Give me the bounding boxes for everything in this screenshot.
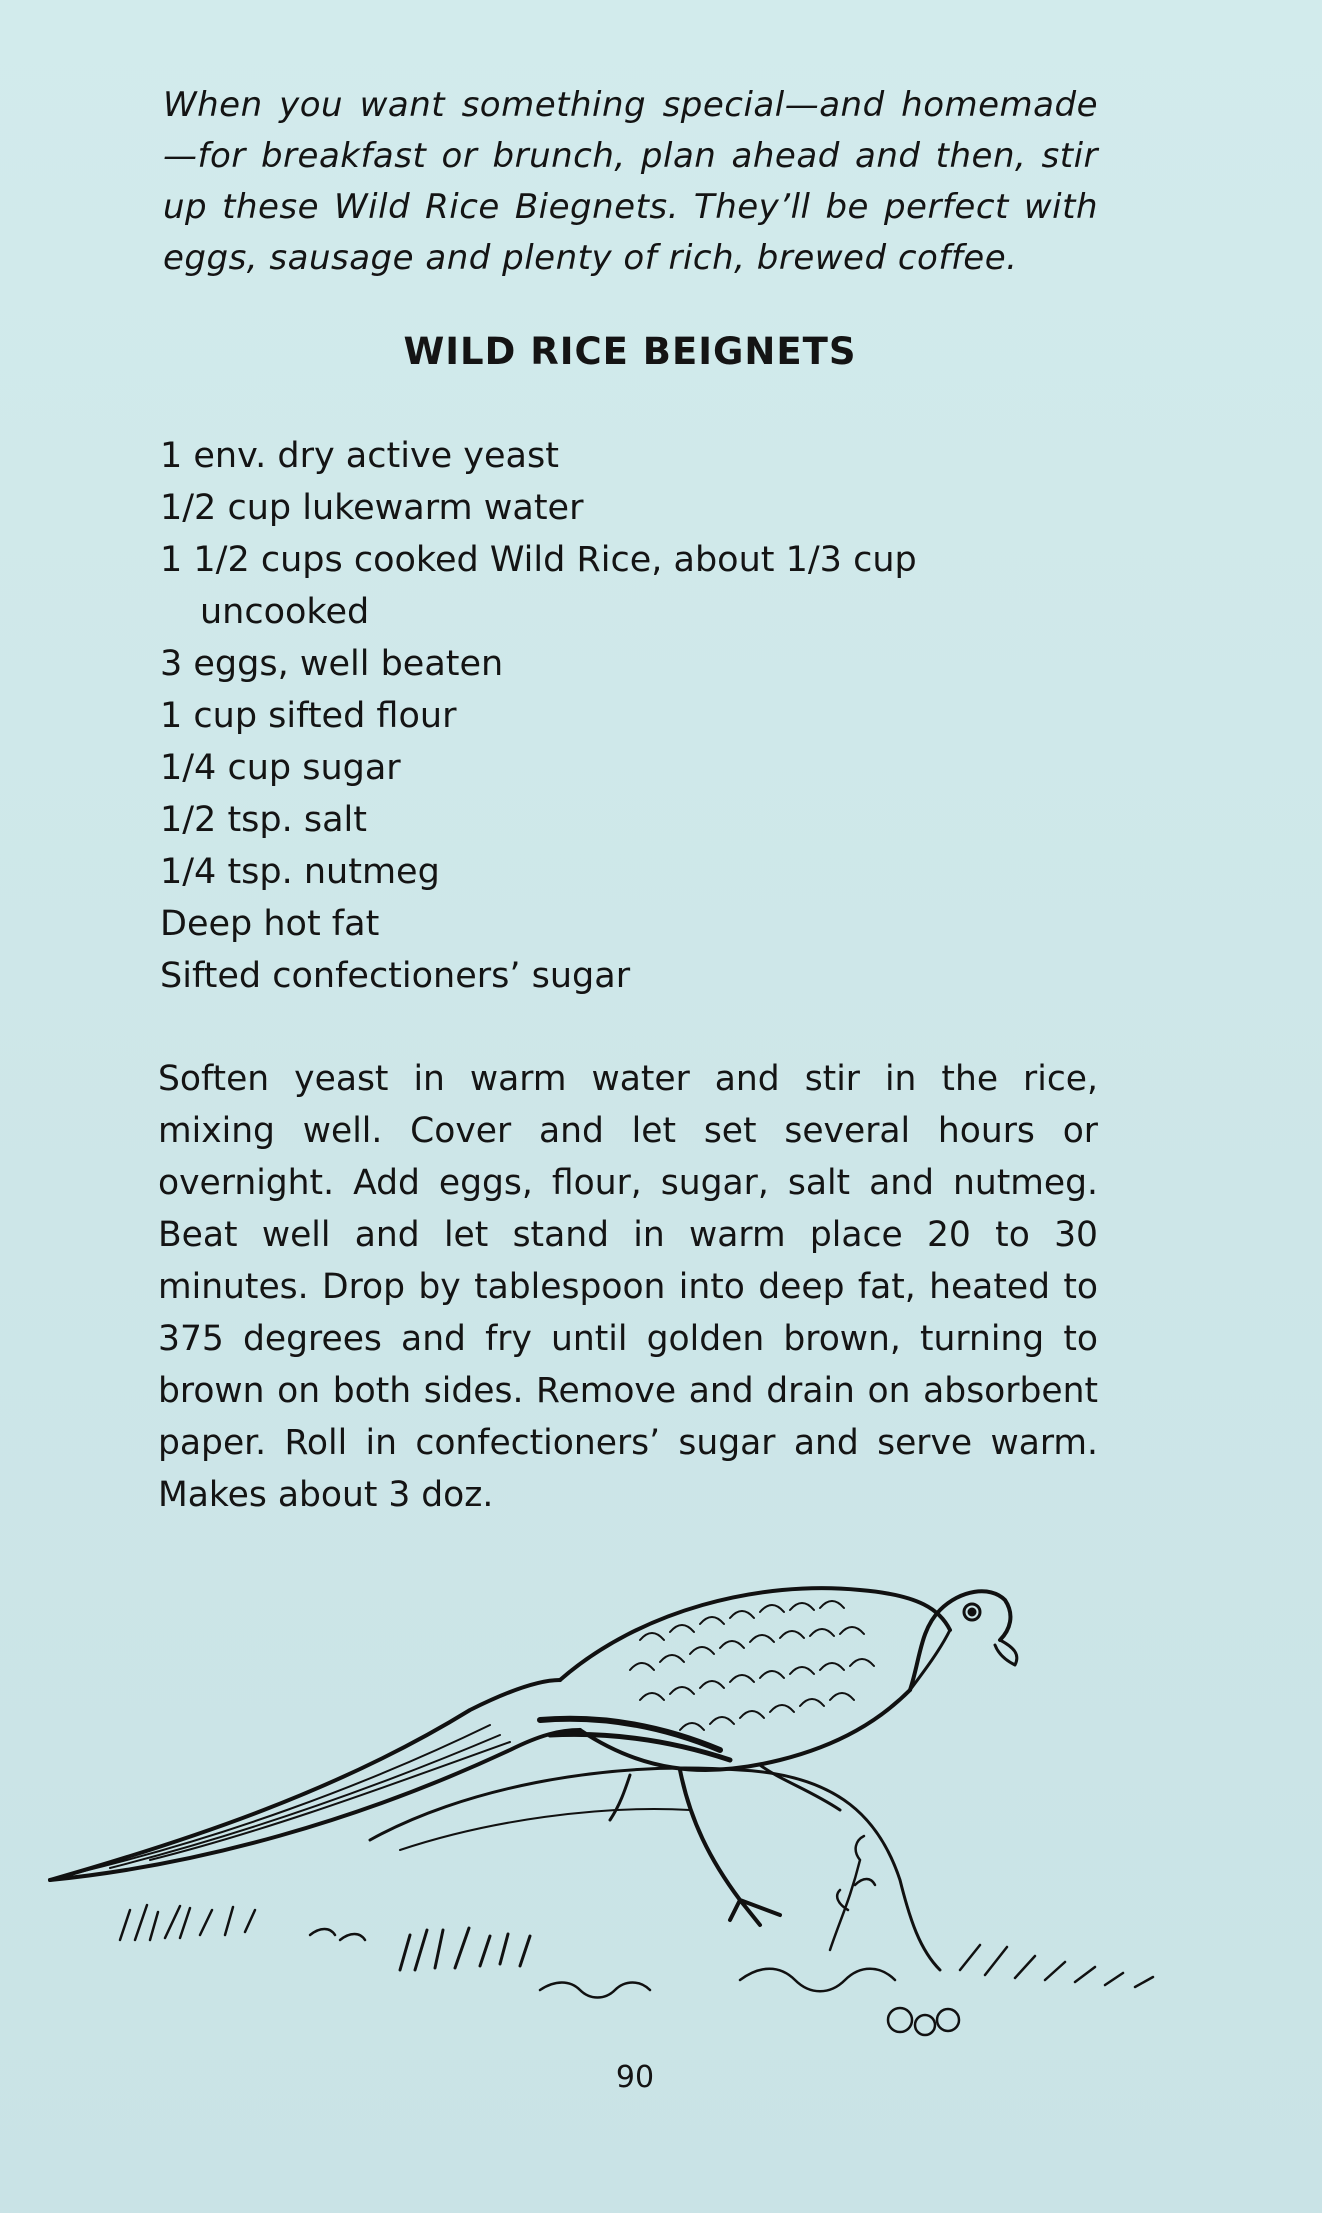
ingredient-item: 3 eggs, well beaten (160, 644, 504, 684)
ingredient-item: 1/4 tsp. nutmeg (160, 852, 440, 892)
pheasant-drawing-icon (40, 1520, 1190, 2040)
page-number: 90 (615, 2060, 655, 2095)
ingredient-item: 1 env. dry active yeast (160, 436, 559, 476)
ingredient-item: 1/2 cup lukewarm water (160, 488, 584, 528)
ingredient-continuation: uncooked (200, 592, 370, 632)
ingredient-item: Sifted confectioners’ sugar (160, 956, 631, 996)
ingredient-item: 1/4 cup sugar (160, 748, 401, 788)
ingredient-list (160, 430, 1060, 1002)
recipe-title: WILD RICE BEIGNETS (403, 330, 857, 373)
ingredient-item-continued (160, 586, 1060, 638)
method-paragraph: Soften yeast in warm water and stir in the rice, mixing well. Cover and let set several hours or overnight. Add eggs, flour, sugar, salt and nutmeg. Beat well and let stand in warm place 20 to 30 minutes. Drop by tablespoon into deep fat, heated to 375 degrees and fry until golden brown, turning to brown on both sides. Remove and drain on absorbent paper. Roll in confectioners’ sugar and serve warm. Makes about 3 doz. (158, 1059, 1098, 1515)
intro-paragraph: When you want something special—and homemade—for breakfast or brunch, plan ahead and then, stir up these Wild Rice Biegnets. They’ll be perfect with eggs, sausage and plenty of rich, brewed coffee. (163, 85, 1098, 278)
ingredient-item: 1/2 tsp. salt (160, 800, 368, 840)
ingredient-item: 1 1/2 cups cooked Wild Rice, about 1/3 cup (160, 540, 917, 580)
ingredient-item: Deep hot fat (160, 904, 380, 944)
ingredient-item: 1 cup sifted flour (160, 696, 457, 736)
